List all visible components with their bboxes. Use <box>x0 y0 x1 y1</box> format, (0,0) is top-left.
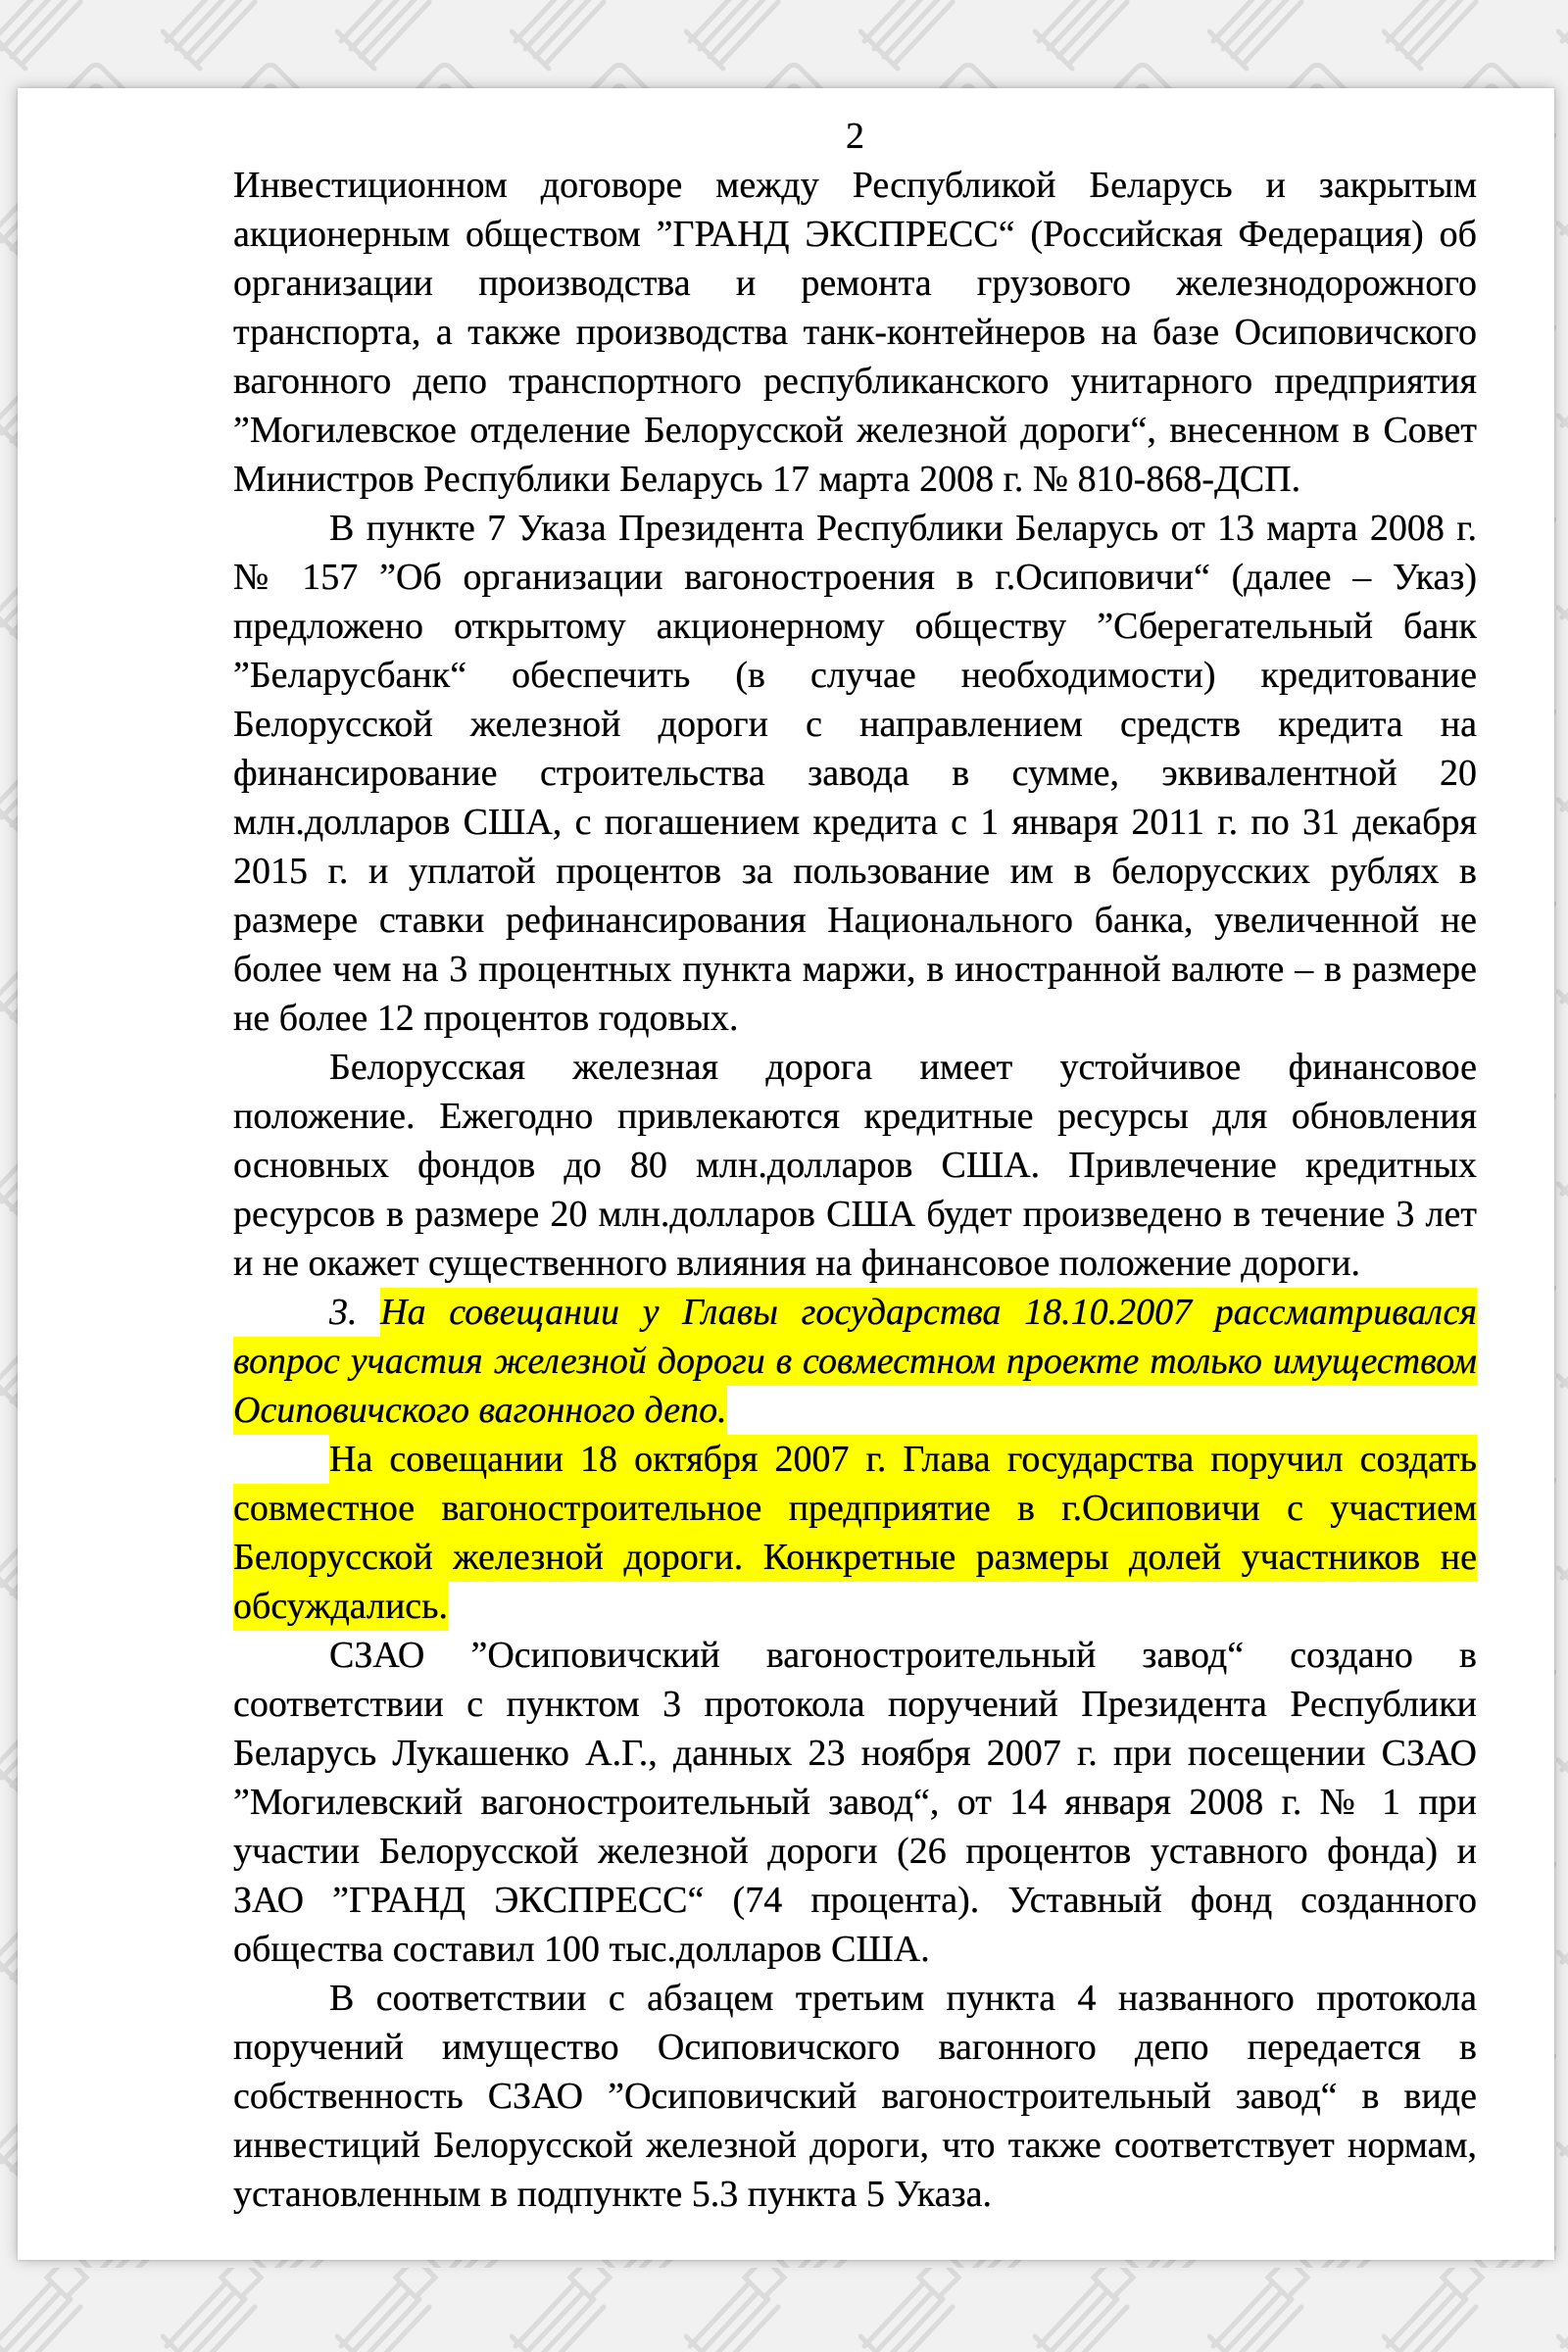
paragraph: Белорусская железная дорога имеет устойчивое финансовое положение. Ежегодно привлекаются кредитные ресурсы для обновления основных фондов до 80 млн.долларов США. Привлечение кредитных ресурсов в размере 20 млн.долларов США будет произведено в течение 3 лет и не окажет существенного влияния на финансовое положение дороги. <box>233 1047 1477 1284</box>
paragraph <box>233 1435 1477 1631</box>
paragraph: В пункте 7 Указа Президента Республики Беларусь от 13 марта 2008 г. № 157 ”Об организации вагоностроения в г.Осиповичи“ (далее – Указ) предложено открытому акционерному обществу ”Сберегательный банк ”Беларусбанк“ обеспечить (в случае необходимости) кредитование Белорусской железной дороги с направлением средств кредита на финансирование строительства завода в сумме, эквивалентной 20 млн.долларов США, с погашением кредита с 1 января 2011 г. по 31 декабря 2015 г. и уплатой процентов за пользование им в белорусских рублях в размере ставки рефинансирования Национального банка, увеличенной не более чем на 3 процентных пункта маржи, в иностранной валюте – в размере не более 12 процентов годовых. <box>233 508 1477 1039</box>
highlighted-text: На совещании 18 октября 2007 г. Глава государства поручил создать совместное вагоностроительное предприятие в г.Осиповичи с участием Белорусской железной дороги. Конкретные размеры долей участников не обсуждались. <box>233 1435 1477 1631</box>
highlighted-text: На совещании у Главы государства 18.10.2007 рассматривался вопрос участия железной дороги в совместном проекте только имуществом Осиповичского вагонного депо. <box>233 1288 1477 1435</box>
paragraph: В соответствии с абзацем третьим пункта 4 названного протокола поручений имущество Осиповичского вагонного депо передается в собственность СЗАО ”Осиповичский вагоностроительный завод“ в виде инвестиций Белорусской железной дороги, что также соответствует нормам, установленным в подпункте 5.3 пункта 5 Указа. <box>233 1978 1477 2215</box>
paragraph: Инвестиционном договоре между Республикой Беларусь и закрытым акционерным обществом ”ГРАНД ЭКСПРЕСС“ (Российская Федерация) об организации производства и ремонта грузового железнодорожного транспорта, а также производства танк-контейнеров на базе Осиповичского вагонного депо транспортного республиканского унитарного предприятия ”Могилевское отделение Белорусской железной дороги“, внесенном в Совет Министров Республики Беларусь 17 марта 2008 г. № 810-868-ДСП. <box>233 165 1477 500</box>
document-content <box>18 88 1554 2219</box>
page-number: 2 <box>846 116 864 157</box>
paragraph: СЗАО ”Осиповичский вагоностроительный завод“ создано в соответствии с пунктом 3 протокола поручений Президента Республики Беларусь Лукашенко А.Г., данных 23 ноября 2007 г. при посещении СЗАО ”Могилевский вагоностроительный завод“, от 14 января 2008 г. № 1 при участии Белорусской железной дороги (26 процентов уставного фонда) и ЗАО ”ГРАНД ЭКСПРЕСС“ (74 процента). Уставный фонд созданного общества составил 100 тыс.долларов США. <box>233 1635 1477 1970</box>
paragraph <box>233 1288 1477 1435</box>
document-body <box>233 161 1477 2219</box>
paragraph-prefix: 3. <box>329 1292 381 1333</box>
document-page <box>18 88 1554 2260</box>
